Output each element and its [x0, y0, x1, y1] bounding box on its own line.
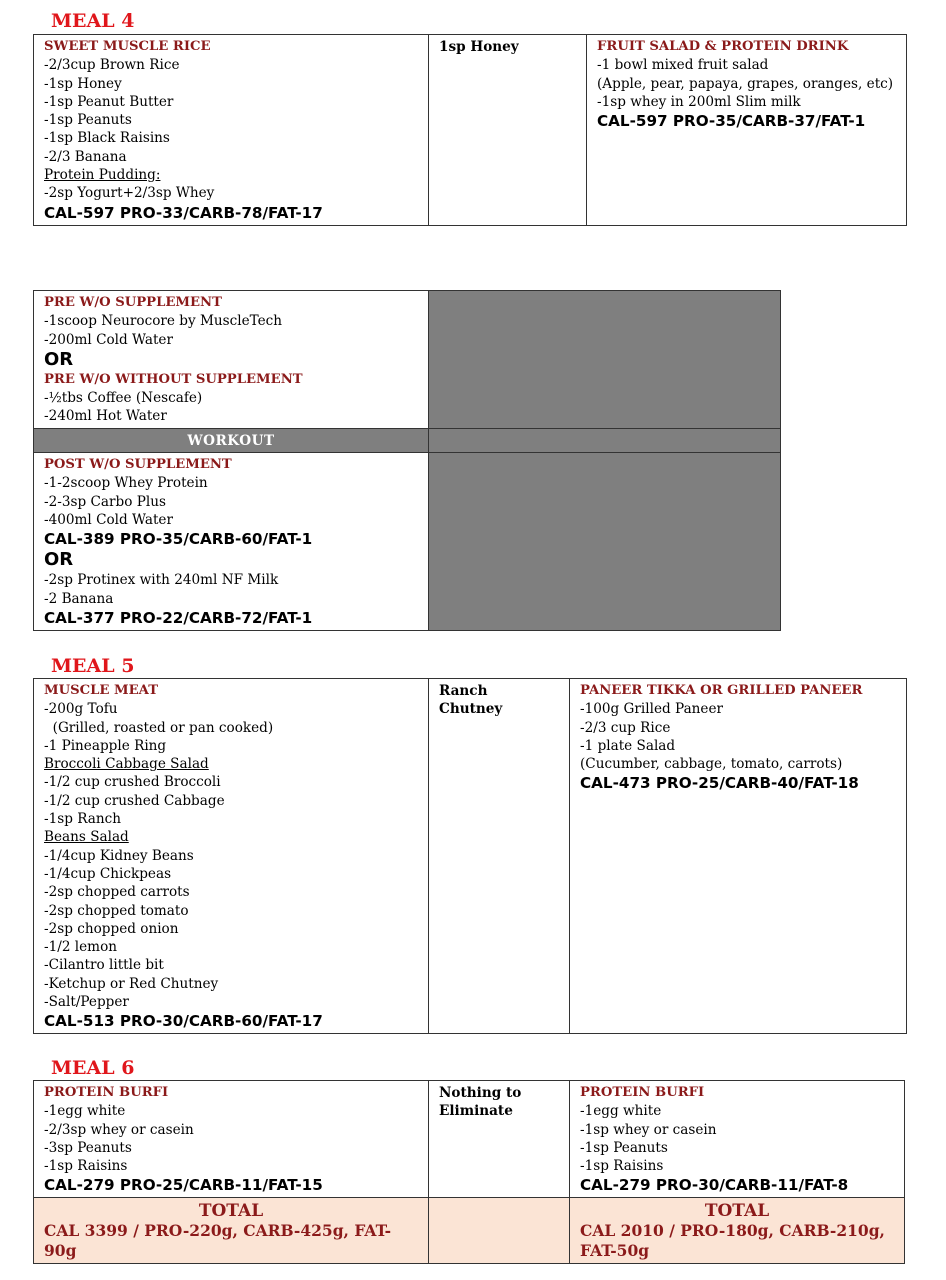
list-item: -1 Pineapple Ring [44, 737, 167, 754]
list-item: -1 plate Salad [580, 737, 676, 754]
or-label: OR [44, 549, 74, 571]
total-middle-cell [429, 1198, 570, 1264]
list-item: (Apple, pear, papaya, grapes, oranges, etc) [597, 75, 894, 92]
list-item: -1scoop Neurocore by MuscleTech [44, 313, 283, 330]
post-supp-header: POST W/O SUPPLEMENT [44, 457, 232, 473]
list-item: -2/3cup Brown Rice [44, 57, 180, 74]
meal6-table [33, 1080, 905, 1264]
meal6-a-macros: CAL-279 PRO-25/CARB-11/FAT-15 [44, 1176, 323, 1195]
post-workout-cell [34, 453, 429, 631]
list-item: -3sp Peanuts [44, 1139, 132, 1156]
list-item: -1sp Raisins [44, 1158, 128, 1175]
total-right-cell [570, 1198, 905, 1264]
list-item: -400ml Cold Water [44, 511, 173, 528]
list-item: -100g Grilled Paneer [580, 701, 724, 718]
meal5-eliminate [429, 679, 570, 1034]
list-item: -1sp Peanuts [580, 1139, 668, 1156]
list-item: -1sp Honey [44, 75, 122, 92]
meal5-b-macros: CAL-473 PRO-25/CARB-40/FAT-18 [580, 774, 859, 793]
list-item: (Grilled, roasted or pan cooked) [44, 719, 274, 736]
list-item: -240ml Hot Water [44, 408, 167, 425]
meal4-table [33, 34, 907, 226]
list-item: (Cucumber, cabbage, tomato, carrots) [580, 756, 843, 773]
list-item: -Ketchup or Red Chutney [44, 975, 219, 992]
list-item: -1sp Black Raisins [44, 130, 170, 147]
or-label: OR [44, 348, 74, 370]
total-left-cell [34, 1198, 429, 1264]
meal6-eliminate-line: Eliminate [439, 1103, 513, 1120]
list-item: -1sp Peanut Butter [44, 93, 174, 110]
list-item: -1/4cup Chickpeas [44, 865, 172, 882]
meal6-option-a [34, 1081, 429, 1198]
meal4-b-macros: CAL-597 PRO-35/CARB-37/FAT-1 [597, 112, 866, 131]
meal4-a-macros: CAL-597 PRO-33/CARB-78/FAT-17 [44, 203, 323, 222]
meal5-eliminate-line: Chutney [439, 701, 503, 718]
pre-supp-header: PRE W/O SUPPLEMENT [44, 295, 222, 310]
meal6-option-b [570, 1081, 905, 1198]
list-item: -200g Tofu [44, 701, 118, 718]
list-item: -2/3 Banana [44, 148, 127, 165]
list-item: -1/2 cup crushed Cabbage [44, 792, 225, 809]
meal4-eliminate [429, 35, 587, 226]
gray-cell [429, 453, 781, 631]
list-item: -2sp chopped carrots [44, 884, 190, 901]
list-item: -1sp Peanuts [44, 112, 132, 129]
meal5-eliminate-line: Ranch [439, 683, 488, 699]
list-item: -2sp Protinex with 240ml NF Milk [44, 572, 279, 589]
list-item: -200ml Cold Water [44, 331, 173, 348]
workout-label: WORKOUT [34, 428, 429, 452]
total-right-label: TOTAL [704, 1201, 770, 1222]
meal5-a-macros: CAL-513 PRO-30/CARB-60/FAT-17 [44, 1012, 323, 1031]
list-item: -2sp Yogurt+2/3sp Whey [44, 185, 215, 202]
meal4-a-header: SWEET MUSCLE RICE [44, 39, 211, 54]
meal4-option-a [34, 35, 429, 226]
list-item: -1sp whey in 200ml Slim milk [597, 93, 801, 110]
list-item: -2/3sp whey or casein [44, 1121, 194, 1138]
list-item: -2sp chopped onion [44, 920, 179, 937]
meal6-b-header: PROTEIN BURFI [580, 1085, 705, 1100]
meal4-option-b [587, 35, 907, 226]
post-supp-macros: CAL-389 PRO-35/CARB-60/FAT-1 [44, 530, 313, 549]
pre-nosupp-header: PRE W/O WITHOUT SUPPLEMENT [44, 371, 303, 387]
list-item: -1/2 lemon [44, 939, 118, 956]
list-item: -1egg white [44, 1103, 126, 1120]
meal5-a-header: MUSCLE MEAT [44, 683, 159, 698]
list-item: -1egg white [580, 1103, 662, 1120]
list-item: -1 bowl mixed fruit salad [597, 57, 769, 74]
list-item: -2 Banana [44, 590, 114, 607]
meal6-eliminate-line: Nothing to [439, 1085, 522, 1101]
total-left-label: TOTAL [198, 1201, 264, 1222]
total-left-value: CAL 3399 / PRO-220g, CARB-425g, FAT-90g [44, 1221, 392, 1261]
list-item: -2sp chopped tomato [44, 902, 189, 919]
meal4-b-header: FRUIT SALAD & PROTEIN DRINK [597, 39, 849, 54]
list-item: -2/3 cup Rice [580, 719, 671, 736]
meal5-title: MEAL 5 [51, 655, 135, 677]
list-item: -Cilantro little bit [44, 957, 164, 974]
meal5-option-a [34, 679, 429, 1034]
list-item: -½tbs Coffee (Nescafe) [44, 390, 203, 407]
meal6-a-header: PROTEIN BURFI [44, 1085, 169, 1100]
workout-table [33, 290, 781, 631]
meal5-option-b [570, 679, 907, 1034]
pre-workout-cell [34, 291, 429, 429]
meal6-title: MEAL 6 [51, 1057, 135, 1079]
meal4-eliminate-text: 1sp Honey [439, 39, 519, 55]
list-item: -1sp whey or casein [580, 1121, 717, 1138]
list-item: -2-3sp Carbo Plus [44, 493, 166, 510]
list-item: -1sp Raisins [580, 1158, 664, 1175]
meal4-a-subheader: Protein Pudding: [44, 167, 161, 184]
gray-cell [429, 428, 781, 452]
meal5-a-sub1: Broccoli Cabbage Salad [44, 756, 209, 773]
meal5-table [33, 678, 907, 1034]
list-item: -1/2 cup crushed Broccoli [44, 774, 221, 791]
total-right-value: CAL 2010 / PRO-180g, CARB-210g, FAT-50g [580, 1221, 885, 1261]
meal6-eliminate [429, 1081, 570, 1198]
list-item: -1/4cup Kidney Beans [44, 847, 194, 864]
meal6-b-macros: CAL-279 PRO-30/CARB-11/FAT-8 [580, 1176, 849, 1195]
meal5-b-header: PANEER TIKKA OR GRILLED PANEER [580, 683, 863, 698]
meal5-a-sub2: Beans Salad [44, 829, 129, 846]
list-item: -1sp Ranch [44, 811, 122, 828]
list-item: -Salt/Pepper [44, 994, 129, 1011]
list-item: -1-2scoop Whey Protein [44, 475, 208, 492]
meal4-title: MEAL 4 [51, 10, 135, 32]
gray-cell [429, 291, 781, 429]
alt-macros: CAL-377 PRO-22/CARB-72/FAT-1 [44, 608, 313, 627]
